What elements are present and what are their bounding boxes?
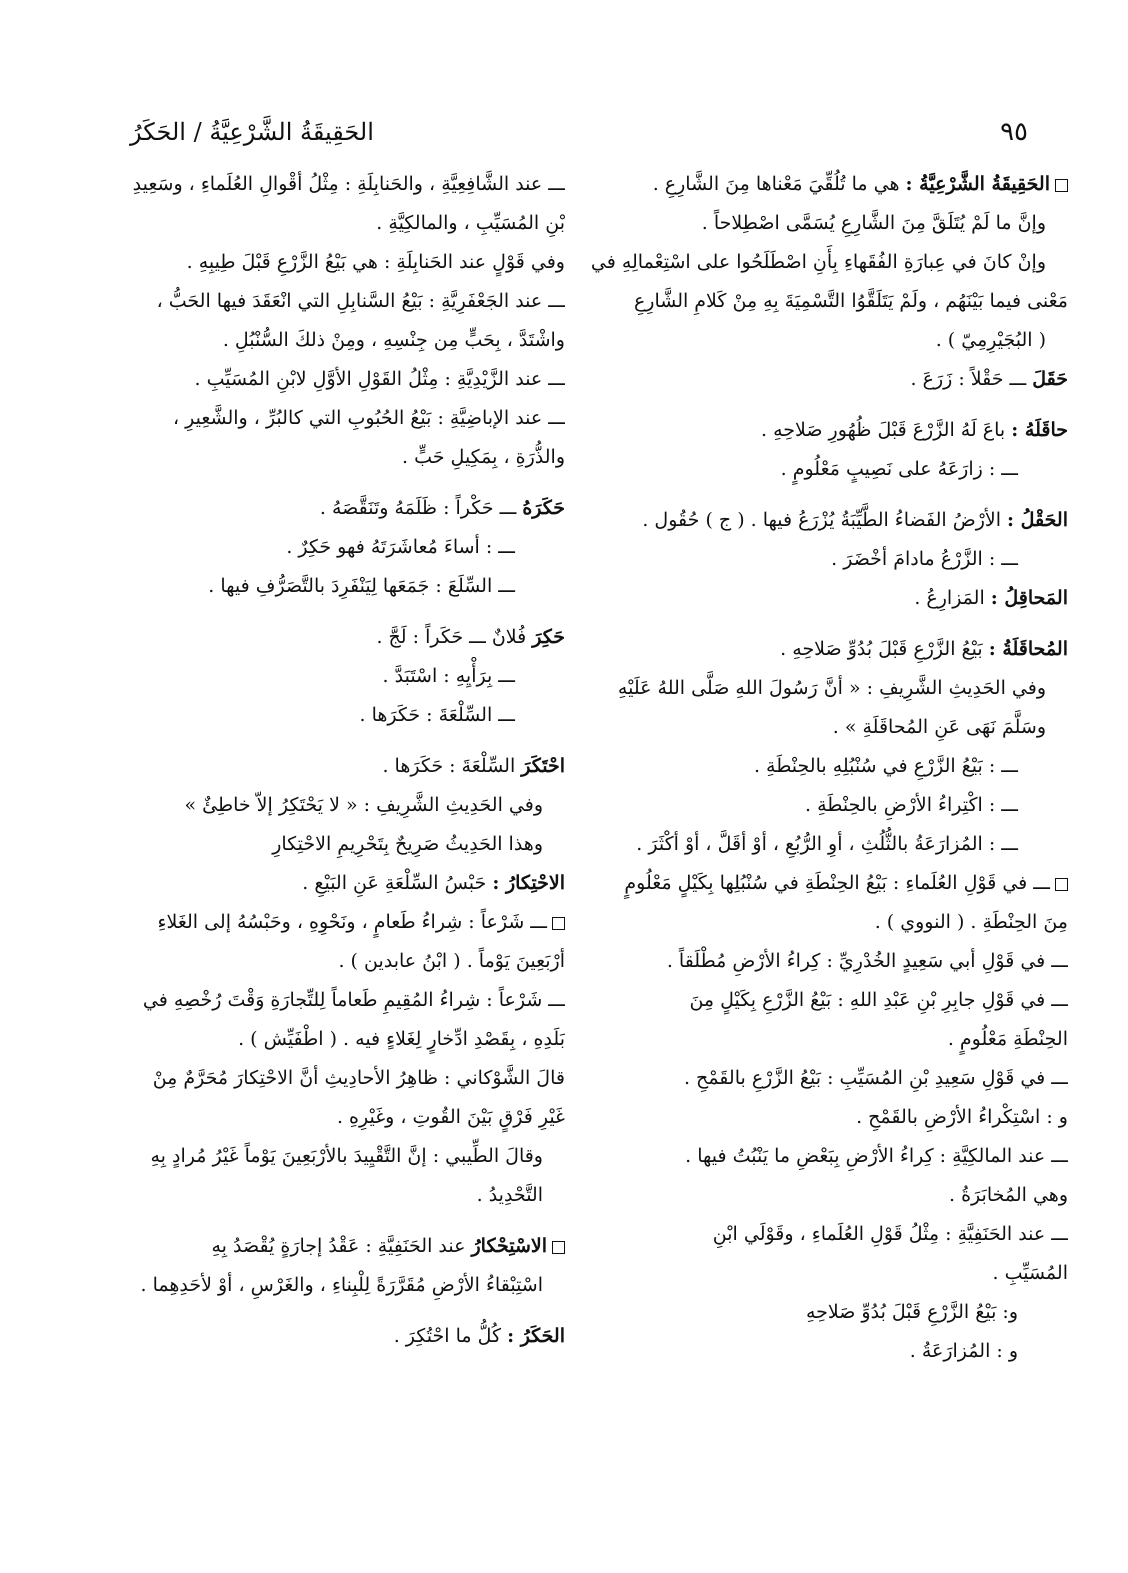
definition-text: وقالَ الطِّيبي : إنَّ التَّقْيِيدَ بالأرْبَعِينَ يَوْماً غَيْرُ مُرادٍ بِهِ xyxy=(150,1145,543,1167)
text-line xyxy=(573,786,1068,825)
definition-text: هي ما تُلُقِّيَ مَعْناها مِنَ الشَّارِعِ . xyxy=(652,173,906,195)
headword: حَقَلَ xyxy=(1032,368,1068,390)
definition-text: التَّحْدِيدُ . xyxy=(476,1184,543,1206)
definition-text: الحِنْطَةِ مَعْلُومٍ . xyxy=(947,1028,1068,1050)
definition-text: اسْتِبْقاءُ الأرْضِ مُقَرَّرَةً لِلْبِناءِ ، والغَرْسِ ، أوْ لأحَدِهِما . xyxy=(140,1274,543,1296)
text-line xyxy=(113,618,565,657)
text-line xyxy=(573,1332,1068,1371)
text-line xyxy=(573,1254,1068,1293)
definition-text: وفي قَوْلٍ عند الحَنابِلَةِ : هي بَيْعُ الزَّرْعِ قَبْلَ طِيبِهِ . xyxy=(186,251,565,273)
definition-text: مِنَ الحِنْطَةِ . ( النووي ) . xyxy=(874,911,1068,933)
headword: الاسْتِحْكارُ xyxy=(471,1235,547,1257)
definition-text: عند الحَنَفِيَّةِ : عَقْدُ إجارَةٍ يُقْصَدُ بِهِ xyxy=(211,1235,472,1257)
text-line xyxy=(113,243,565,282)
square-marker-icon xyxy=(1055,878,1068,891)
text-line xyxy=(113,903,565,942)
text-line xyxy=(113,204,565,243)
definition-text: وفي الحَدِيثِ الشَّرِيفِ : « لا يَحْتَكِرُ إلاّ خاطِئٌ » xyxy=(184,794,543,816)
definition-text: المَزارِعُ . xyxy=(914,587,991,609)
text-line xyxy=(573,1137,1068,1176)
headword: الحَكَرُ : xyxy=(507,1325,565,1347)
square-marker-icon xyxy=(552,1241,565,1254)
text-line xyxy=(573,1059,1068,1098)
text-line xyxy=(113,864,565,903)
definition-text: ـــ : المُزارَعَةُ بالثُّلُثِ ، أوِ الرُّبُعِ ، أوْ أقَلَّ ، أوْ أكْثَرَ . xyxy=(636,833,1018,855)
text-line xyxy=(113,321,565,360)
definition-text: ـــ عند الجَعْفَرِيَّةِ : بَيْعُ السَّنابِلِ التي انْعَقَدَ فيها الحَبُّ ، xyxy=(156,290,565,312)
text-line xyxy=(573,864,1068,903)
text-line xyxy=(113,1020,565,1059)
left-column xyxy=(113,165,565,1356)
text-line xyxy=(573,1293,1068,1332)
definition-text: أرْبَعِينَ يَوْماً . ( ابْنُ عابدين ) . xyxy=(338,950,565,972)
text-line xyxy=(113,942,565,981)
text-line xyxy=(573,903,1068,942)
text-line xyxy=(113,1317,565,1356)
definition-text: ـــ عند الشَّافِعِيَّةِ ، والحَنابِلَةِ : مِثْلُ أقْوالِ العُلَماءِ ، وسَعِيدِ xyxy=(132,173,565,195)
definition-text: وهذا الحَدِيثُ صَرِيحٌ بِتَحْرِيمِ الاحْتِكارِ xyxy=(272,833,543,855)
text-line xyxy=(573,942,1068,981)
text-line xyxy=(573,825,1068,864)
headword: حَكَرَهُ xyxy=(522,497,565,519)
definition-text: وسَلَّمَ نَهَى عَنِ المُحاقَلَةِ » . xyxy=(832,716,1046,738)
definition-text: بْنِ المُسَيِّبِ ، والمالكِيَّةِ . xyxy=(376,212,565,234)
text-line xyxy=(573,321,1068,360)
definition-text: ـــ حَكْراً : ظَلَمَهُ وتَنَقَّصَهُ . xyxy=(319,497,523,519)
text-line xyxy=(113,165,565,204)
text-line xyxy=(113,438,565,477)
headword: احْتَكَرَ xyxy=(521,755,565,777)
definition-text: وهي المُخابَرَةُ . xyxy=(949,1184,1068,1206)
definition-text: والذُّرَةِ ، بِمَكِيلِ حَبٍّ . xyxy=(402,446,565,468)
text-line xyxy=(573,411,1068,450)
definition-text: و : اسْتِكْراءُ الأرْضِ بالقَمْحِ . xyxy=(856,1106,1068,1128)
text-line xyxy=(113,282,565,321)
definition-text: وإنَّ ما لَمْ يُتَلَقَّ مِنَ الشَّارِعِ يُسَمَّى اصْطِلاحاً . xyxy=(701,212,1046,234)
text-line xyxy=(573,630,1068,669)
text-line xyxy=(113,360,565,399)
definition-text: حَبْسُ السِّلْعَةِ عَنِ البَيْعِ . xyxy=(302,872,493,894)
text-line xyxy=(113,786,565,825)
definition-text: ـــ شَرْعاً : شِراءُ طَعامٍ ، ونَحْوِهِ ، وحَبْسُهُ إلى الغَلاءِ xyxy=(157,911,547,933)
definition-text: غَيْرِ فَرْقٍ بَيْنَ القُوتِ ، وغَيْرِهِ . xyxy=(336,1106,565,1128)
text-line xyxy=(113,1098,565,1137)
definition-text: ـــ عند الحَنَفِيَّةِ : مِثْلُ قَوْلِ العُلَماءِ ، وقَوْلَي ابْنِ xyxy=(712,1223,1068,1245)
headword: حاقَلَهُ : xyxy=(1011,419,1068,441)
text-line xyxy=(573,501,1068,540)
definition-text: وإنْ كانَ في عِبارَةِ الفُقَهاءِ بِأَنِ اصْطَلَحُوا على اسْتِعْمالِهِ في xyxy=(590,251,1046,273)
text-line xyxy=(573,747,1068,786)
text-line xyxy=(573,243,1068,282)
definition-text: بَلَدِهِ ، بِقَصْدِ ادِّخارٍ لِغَلاءٍ فيه . ( اطْفَيِّش ) . xyxy=(238,1028,565,1050)
text-line xyxy=(113,657,565,696)
definition-text: بَيْعُ الزَّرْعِ قَبْلَ بُدُوِّ صَلاحِهِ . xyxy=(780,638,989,660)
definition-text: ـــ في قَوْلِ جابِرِ بْنِ عَبْدِ اللهِ : بَيْعُ الزَّرْعِ بِكَيْلٍ مِنَ xyxy=(689,989,1068,1011)
definition-text: و : المُزارَعَةُ . xyxy=(909,1340,1018,1362)
definition-text: كُلُّ ما احْتُكِرَ . xyxy=(393,1325,508,1347)
definition-text: ( البُجَيْرِمِيّ ) . xyxy=(935,329,1046,351)
text-line xyxy=(573,1176,1068,1215)
text-line xyxy=(573,450,1068,489)
definition-text: مَعْنى فيما بَيْنَهُم ، ولَمْ يَتَلَقَّوُا التَّسْمِيَةَ بِهِ مِنْ كَلامِ الشَّارِعِ xyxy=(633,290,1068,312)
headword: المُحاقَلَةُ : xyxy=(988,638,1068,660)
text-line xyxy=(113,981,565,1020)
definition-text: ـــ : اكْتِراءُ الأرْضِ بالحِنْطَةِ . xyxy=(805,794,1018,816)
square-marker-icon xyxy=(1055,179,1068,192)
text-line xyxy=(573,360,1068,399)
headword: حَكِرَ xyxy=(532,626,565,648)
definition-text: ـــ عند الإباضِيَّةِ : بَيْعُ الحُبُوبِ التي كالبُرِّ ، والشَّعِيرِ ، xyxy=(172,407,565,429)
text-line xyxy=(573,708,1068,747)
text-line xyxy=(113,1266,565,1305)
definition-text: واشْتَدَّ ، بِحَبٍّ مِن جِنْسِهِ ، ومِنْ ذلكَ السُّنْبُلِ . xyxy=(222,329,565,351)
definition-text: ـــ بِرَأْيِهِ : اسْتَبَدَّ . xyxy=(382,665,515,687)
page-header xyxy=(120,112,1058,152)
page-number: ٩٥ xyxy=(1000,117,1028,147)
definition-text: ـــ شَرْعاً : شِراءُ المُقِيمِ طَعاماً لِلتِّجارَةِ وَقْتَ رُخْصِهِ في xyxy=(142,989,565,1011)
text-line xyxy=(573,540,1068,579)
text-line xyxy=(113,825,565,864)
definition-text: ـــ : الزَّرْعُ مادامَ أخْضَرَ . xyxy=(831,548,1018,570)
definition-text: ـــ : زارَعَهُ على نَصِيبٍ مَعْلُومٍ . xyxy=(780,458,1018,480)
text-line xyxy=(573,282,1068,321)
text-line xyxy=(573,981,1068,1020)
text-line xyxy=(113,696,565,735)
definition-text: ـــ السِّلْعَةَ : حَكَرَها . xyxy=(359,704,515,726)
definition-text: ـــ : بَيْعُ الزَّرْعِ في سُنْبُلِهِ بالحِنْطَةِ . xyxy=(753,755,1018,777)
definition-text: الأرْضُ الفَضاءُ الطَّيِّبَةُ يُزْرَعُ فيها . ( ج ) حُقُول . xyxy=(642,509,1008,531)
definition-text: فُلانٌ ـــ حَكَراً : لَجَّ . xyxy=(376,626,533,648)
definition-text: وفي الحَدِيثِ الشَّرِيفِ : « أنَّ رَسُولَ اللهِ صَلَّى اللهُ عَلَيْهِ xyxy=(617,677,1046,699)
text-line xyxy=(573,1098,1068,1137)
square-marker-icon xyxy=(552,917,565,930)
text-line xyxy=(573,165,1068,204)
headword: المَحاقِلُ : xyxy=(990,587,1068,609)
definition-text: ـــ عند المالكِيَّةِ : كِراءُ الأرْضِ بِبَعْضِ ما يَنْبُتُ فيها . xyxy=(685,1145,1068,1167)
definition-text: ـــ حَقْلاً : زَرَعَ . xyxy=(910,368,1033,390)
definition-text: ـــ : أساءَ مُعاشَرَتَهُ فهو حَكِرٌ . xyxy=(286,536,515,558)
text-line xyxy=(113,528,565,567)
definition-text: ـــ في قَوْلِ العُلَماءِ : بَيْعُ الحِنْطَةِ في سُنْبُلِها بِكَيْلٍ مَعْلُومٍ xyxy=(624,872,1050,894)
text-line xyxy=(113,1176,565,1215)
right-column xyxy=(573,165,1068,1371)
definition-text: قالَ الشَّوْكاني : ظاهِرُ الأحادِيثِ أنَّ الاحْتِكارَ مُحَرَّمٌ مِنْ xyxy=(152,1067,565,1089)
definition-text: ـــ في قَوْلِ سَعِيدِ بْنِ المُسَيِّبِ : بَيْعُ الزَّرْعِ بالقَمْحِ . xyxy=(683,1067,1068,1089)
text-line xyxy=(573,1020,1068,1059)
running-head: الحَقِيقَةُ الشَّرْعِيَّةُ / الحَكَرُ xyxy=(130,118,374,146)
text-line xyxy=(113,399,565,438)
text-line xyxy=(573,579,1068,618)
text-line xyxy=(113,1227,565,1266)
definition-text: ـــ السِّلَعَ : جَمَعَها لِيَنْفَرِدَ بالتَّصَرُّفِ فيها . xyxy=(208,575,515,597)
text-line xyxy=(113,1059,565,1098)
definition-text: و: بَيْعُ الزَّرْعِ قَبْلَ بُدُوِّ صَلاحِهِ xyxy=(805,1301,1018,1323)
headword: الحَقْلُ : xyxy=(1007,509,1068,531)
text-line xyxy=(113,1137,565,1176)
definition-text: ـــ عند الزَّيْدِيَّةِ : مِثْلُ القَوْلِ الأوَّلِ لابْنِ المُسَيِّبِ . xyxy=(194,368,565,390)
text-line xyxy=(113,747,565,786)
definition-text: ـــ في قَوْلِ أبي سَعِيدٍ الخُدْرِيِّ : كِراءُ الأرْضِ مُطْلَقاً . xyxy=(666,950,1068,972)
headword: الاحْتِكارُ : xyxy=(492,872,565,894)
definition-text: السِّلْعَةَ : حَكَرَها . xyxy=(382,755,522,777)
text-line xyxy=(573,669,1068,708)
text-line xyxy=(573,1215,1068,1254)
headword: الحَقِيقَةُ الشَّرْعِيَّةُ : xyxy=(905,173,1050,195)
text-line xyxy=(573,204,1068,243)
definition-text: المُسَيِّبِ . xyxy=(992,1262,1068,1284)
text-line xyxy=(113,489,565,528)
definition-text: باعَ لَهُ الزَّرْعَ قَبْلَ ظُهُورِ صَلاحِهِ . xyxy=(761,419,1012,441)
text-line xyxy=(113,567,565,606)
